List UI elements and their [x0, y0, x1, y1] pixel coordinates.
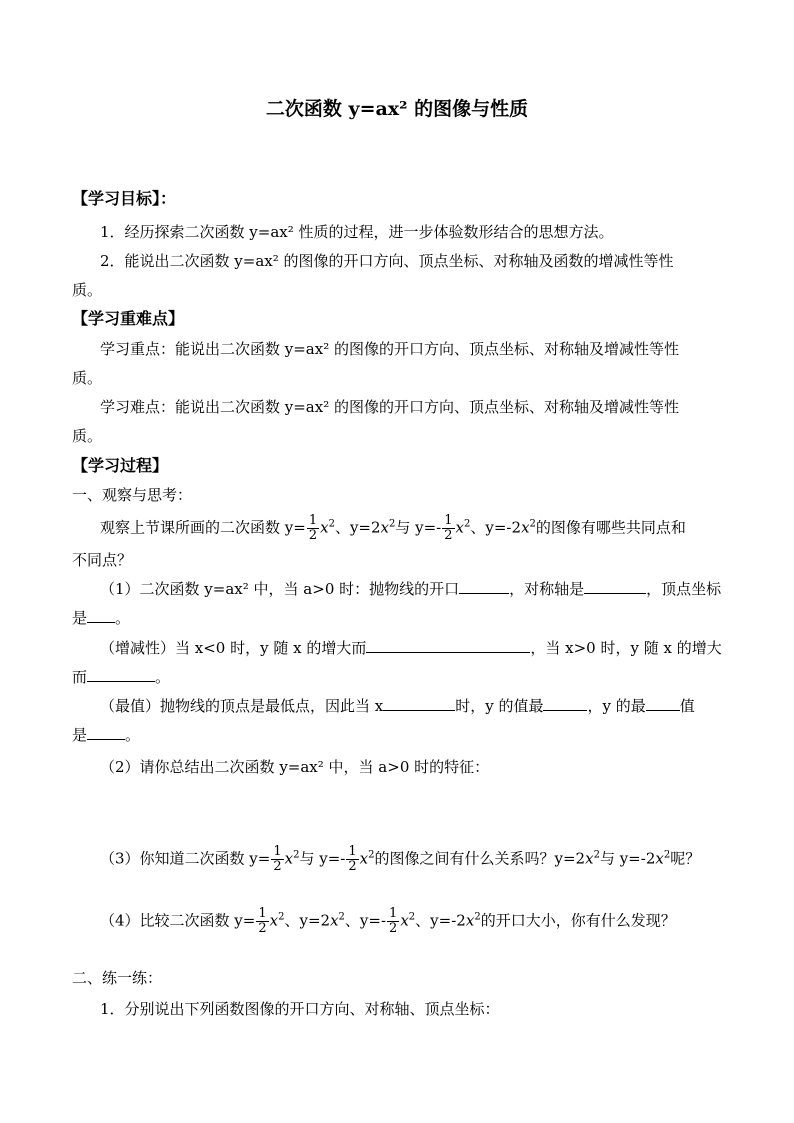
fraction-half-neg: $\frac{1}{2}$	[348, 844, 357, 874]
observe-text-1: 观察上节课所画的二次函数 y=	[100, 518, 306, 537]
page-title: 二次函数 y=ax² 的图像与性质	[265, 98, 529, 120]
fraction-half: $\frac{1}{2}$	[258, 906, 267, 936]
observe-text-2: 、y=	[334, 518, 371, 537]
observe-text-3: 与 y=-	[395, 518, 442, 537]
objective-item-1: 1．经历探索二次函数 y=ax² 性质的过程，进一步体验数形结合的思想方法。	[100, 223, 614, 241]
question-1-cont: 是 。	[72, 609, 131, 627]
question-2: （2）请你总结出二次函数 y=ax² 中，当 a>0 时的特征：	[100, 758, 490, 776]
keypoints-heading: 【学习重难点】	[72, 309, 185, 328]
observe-text-4: 、y=-	[470, 518, 512, 537]
focus-text: 学习重点：能说出二次函数 y=ax² 的图像的开口方向、顶点坐标、对称轴及增减性等性	[100, 340, 679, 358]
objective-item-2-cont: 质。	[72, 281, 103, 299]
extreme-question: （最值）抛物线的顶点是最低点，因此当 x 时，y 的值最 ，y 的最 值	[100, 697, 695, 715]
extreme-question-cont: 是 。	[72, 726, 141, 744]
fraction-half-neg: $\frac{1}{2}$	[389, 906, 398, 936]
section-observe: 一、观察与思考：	[72, 486, 193, 504]
objective-item-2: 2．能说出二次函数 y=ax² 的图像的开口方向、顶点坐标、对称轴及函数的增减性等性	[100, 252, 674, 270]
question-4: （4）比较二次函数 y= $\frac{1}{2}$ $x^2$、$y=2x^2$、y=- $\frac{1}{2}$ $x^2$、$y=-2x^2$的开口大小，你有什么发现？	[100, 906, 676, 936]
blank-extreme-value[interactable]	[87, 725, 125, 740]
difficulty-text: 学习难点：能说出二次函数 y=ax² 的图像的开口方向、顶点坐标、对称轴及增减性等性	[100, 398, 679, 416]
question-3: （3）你知道二次函数 y= $\frac{1}{2}$ $x^2$与 y=- $\frac{1}{2}$ $x^2$的图像之间有什么关系吗？$y=2x^2$与 $y=-2x^2$呢？	[100, 844, 701, 874]
blank-extreme-type[interactable]	[646, 696, 680, 711]
blank-opening[interactable]	[459, 579, 509, 594]
fraction-half-neg: $\frac{1}{2}$	[444, 513, 453, 543]
observe-question: 观察上节课所画的二次函数 y= $\frac{1}{2}$ $x^2$、$y=2x^2$与 y=- $\frac{1}{2}$ $x^2$、$y=-2x^2$的图像有哪些共同点和	[100, 513, 686, 543]
observe-question-cont: 不同点？	[72, 551, 133, 569]
blank-decrease[interactable]	[366, 638, 530, 653]
question-1: （1）二次函数 y=ax² 中，当 a>0 时：抛物线的开口 ，对称轴是 ，顶点坐标	[100, 580, 722, 598]
process-heading: 【学习过程】	[72, 456, 169, 475]
blank-axis[interactable]	[584, 579, 646, 594]
exercise-1: 1．分别说出下列函数图像的开口方向、对称轴、顶点坐标：	[100, 1000, 500, 1018]
blank-vertex[interactable]	[87, 608, 115, 623]
difficulty-text-cont: 质。	[72, 427, 103, 445]
blank-min[interactable]	[543, 696, 587, 711]
observe-text-5: 的图像有哪些共同点和	[535, 518, 686, 537]
monotonicity-question-cont: 而 。	[72, 668, 171, 686]
monotonicity-question: （增减性）当 x<0 时，y 随 x 的增大而 ，当 x>0 时，y 随 x 的增大	[100, 639, 722, 657]
fraction-half: $\frac{1}{2}$	[273, 844, 282, 874]
section-practice: 二、练一练：	[72, 969, 163, 987]
objectives-heading: 【学习目标】：	[72, 189, 177, 208]
blank-increase[interactable]	[87, 667, 155, 682]
blank-x-value[interactable]	[383, 696, 455, 711]
fraction-half: $\frac{1}{2}$	[308, 513, 318, 543]
focus-text-cont: 质。	[72, 369, 103, 387]
